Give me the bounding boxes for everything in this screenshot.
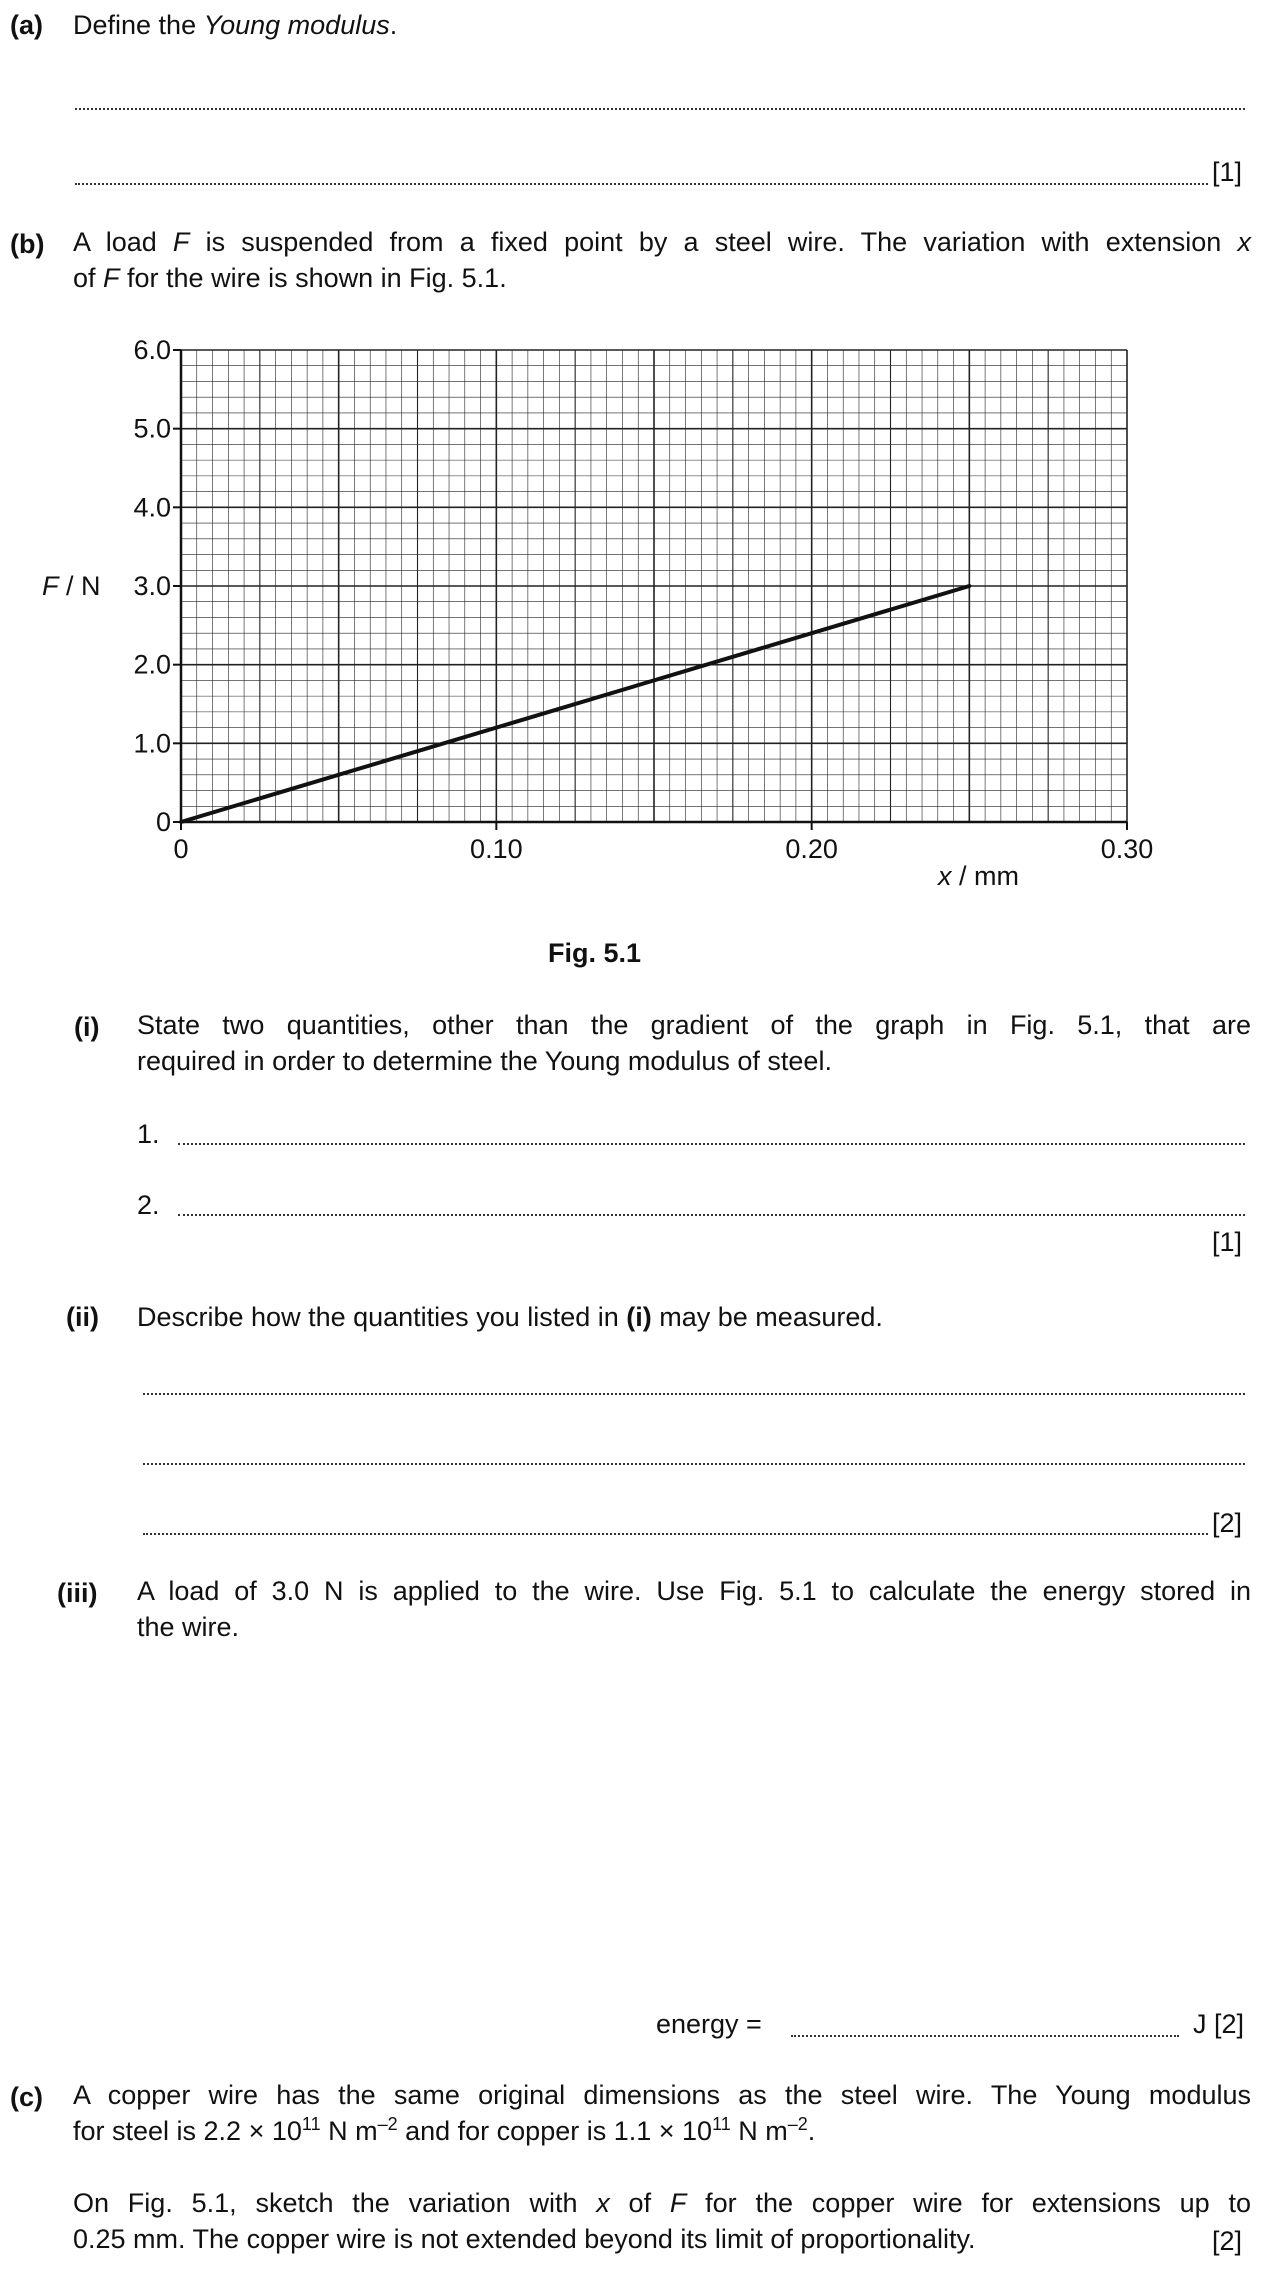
item-1-number: 1. bbox=[137, 1119, 160, 1149]
part-c-text: of bbox=[609, 2188, 670, 2218]
y-tick-label: 4.0 bbox=[133, 492, 171, 523]
figure-caption: Fig. 5.1 bbox=[548, 938, 642, 968]
part-c-line-1: A copper wire has the same original dimensions as the steel wire. The Young modulus bbox=[73, 2080, 1251, 2110]
part-b-i-paragraph bbox=[137, 1007, 1251, 1079]
part-c-text: N m bbox=[320, 2116, 378, 2146]
x-tick-label: 0.30 bbox=[1100, 834, 1154, 864]
x-tick-label: 0.10 bbox=[470, 834, 523, 864]
part-c-text: . bbox=[807, 2116, 816, 2146]
y-tick-label: 2.0 bbox=[133, 649, 171, 680]
part-b-i-line-2: required in order to determine the Young modulus of steel. bbox=[137, 1046, 832, 1076]
var-x: x bbox=[596, 2188, 610, 2218]
part-c-text: On Fig. 5.1, sketch the variation with bbox=[73, 2188, 597, 2218]
answer-line-b-ii-2[interactable] bbox=[143, 1463, 1245, 1465]
part-b-ii-question bbox=[137, 1302, 883, 1333]
part-c-paragraph-2 bbox=[73, 2185, 1251, 2257]
energy-unit-mark: J [2] bbox=[1193, 2009, 1245, 2039]
y-tick-label: 3.0 bbox=[133, 571, 171, 601]
var-F: F bbox=[172, 227, 190, 257]
part-b-text: of bbox=[73, 263, 104, 293]
exponent: –2 bbox=[787, 2114, 808, 2134]
part-b-i-line-1: State two quantities, other than the gradient of the graph in Fig. 5.1, that are bbox=[137, 1010, 1251, 1040]
part-a-mark: [1] bbox=[1212, 157, 1243, 187]
part-a-question bbox=[73, 10, 397, 41]
var-x: x bbox=[1237, 227, 1251, 257]
var-F: F bbox=[103, 263, 120, 293]
part-c-paragraph-1 bbox=[73, 2077, 1251, 2149]
part-c-label: (c) bbox=[10, 2082, 43, 2112]
part-b-ii-text: may be measured. bbox=[651, 1302, 883, 1332]
part-b-iii-paragraph bbox=[137, 1573, 1251, 1645]
y-tick-label: 5.0 bbox=[133, 413, 171, 444]
part-a-term: Young modulus bbox=[203, 10, 390, 40]
part-c-line-4: 0.25 mm. The copper wire is not extended beyond its limit of proportionality. bbox=[73, 2224, 976, 2254]
part-b-text: for the wire is shown in Fig. 5.1. bbox=[119, 263, 507, 293]
part-c-line-2 bbox=[73, 2113, 1251, 2149]
part-c-line-3 bbox=[73, 2185, 1251, 2221]
part-b-ii-text: Describe how the quantities you listed in bbox=[137, 1302, 627, 1332]
x-axis-label: x / mm bbox=[938, 861, 1019, 891]
var-F: F bbox=[669, 2188, 687, 2218]
answer-line-b-i-2[interactable] bbox=[178, 1214, 1245, 1216]
part-b-i-label: (i) bbox=[74, 1012, 100, 1042]
x-tick-label: 0 bbox=[173, 834, 189, 864]
item-2-number: 2. bbox=[137, 1190, 160, 1220]
part-c-mark: [2] bbox=[1212, 2226, 1243, 2256]
part-b-line-1 bbox=[73, 224, 1251, 260]
exponent: 11 bbox=[712, 2114, 731, 2134]
part-b-ii-reference: (i) bbox=[626, 1302, 652, 1332]
part-a-label: (a) bbox=[10, 10, 43, 40]
part-b-text: A load bbox=[73, 227, 173, 257]
part-a-text-after: . bbox=[389, 10, 398, 40]
part-b-paragraph bbox=[73, 224, 1251, 296]
part-b-iii-line-2: the wire. bbox=[137, 1612, 240, 1642]
fig-5-1-graph bbox=[0, 320, 1268, 980]
y-tick-label: 1.0 bbox=[133, 728, 171, 759]
part-b-iii-line-1: A load of 3.0 N is applied to the wire. Use Fig. 5.1 to calculate the energy stored in bbox=[137, 1576, 1251, 1606]
part-b-text: is suspended from a fixed point by a steel wire. The variation with extension bbox=[189, 227, 1238, 257]
energy-answer-field[interactable] bbox=[791, 2035, 1179, 2037]
part-c-text: and for copper is 1.1 × 10 bbox=[397, 2116, 713, 2146]
part-c-text: for steel is 2.2 × 10 bbox=[73, 2116, 302, 2146]
part-a-text-before: Define the bbox=[73, 10, 204, 40]
y-tick-label: 0 bbox=[155, 807, 171, 837]
y-axis-label: F / N bbox=[42, 571, 101, 601]
answer-line-b-ii-1[interactable] bbox=[143, 1393, 1245, 1395]
part-c-text: for the copper wire for extensions up to bbox=[686, 2188, 1251, 2218]
part-b-line-2 bbox=[73, 260, 1251, 296]
part-b-ii-label: (ii) bbox=[66, 1302, 99, 1332]
answer-line-a-1[interactable] bbox=[75, 108, 1245, 110]
exponent: 11 bbox=[301, 2114, 321, 2134]
answer-line-a-2[interactable] bbox=[75, 183, 1208, 185]
exponent: –2 bbox=[377, 2114, 398, 2134]
x-tick-label: 0.20 bbox=[785, 834, 838, 864]
part-b-label: (b) bbox=[10, 229, 45, 259]
part-b-i-mark: [1] bbox=[1212, 1227, 1243, 1257]
part-b-iii-label: (iii) bbox=[57, 1578, 98, 1608]
y-tick-label: 6.0 bbox=[133, 335, 171, 365]
part-c-text: N m bbox=[730, 2116, 788, 2146]
part-b-ii-mark: [2] bbox=[1212, 1508, 1243, 1538]
answer-line-b-i-1[interactable] bbox=[178, 1143, 1245, 1145]
answer-line-b-ii-3[interactable] bbox=[143, 1533, 1208, 1535]
energy-answer-label: energy = bbox=[656, 2009, 762, 2039]
